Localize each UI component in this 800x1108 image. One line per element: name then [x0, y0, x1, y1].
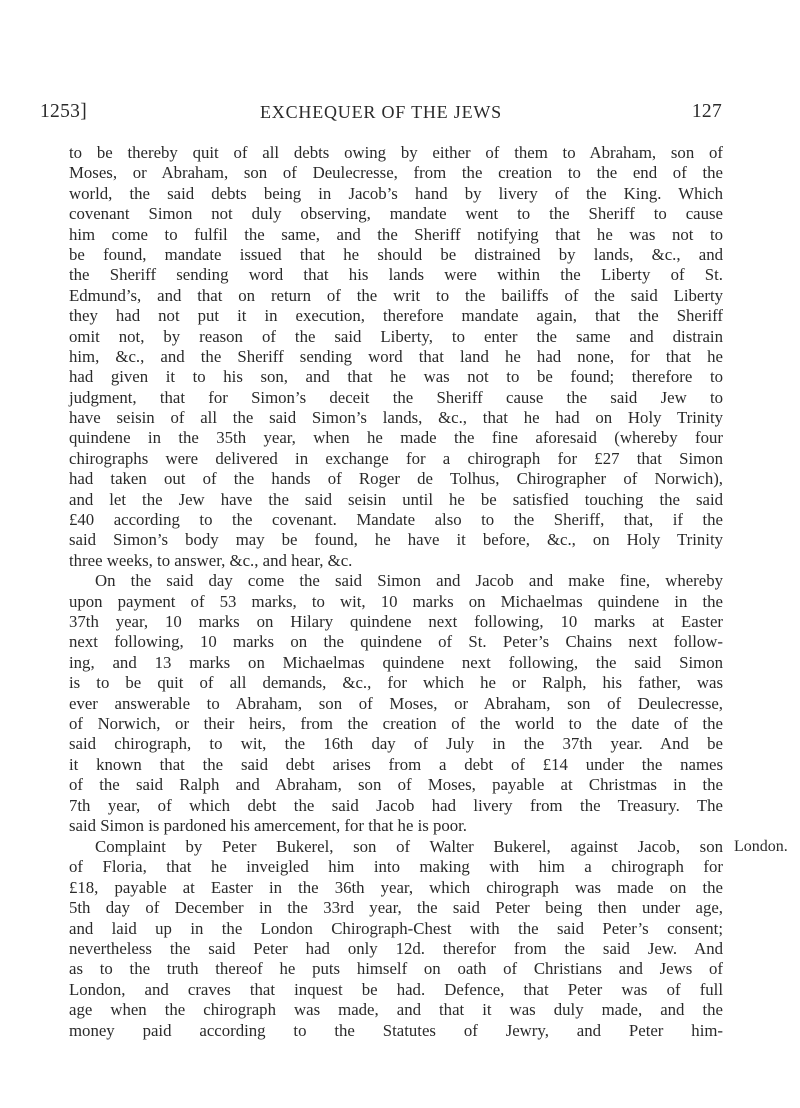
text-line: ing, and 13 marks on Michaelmas quindene next following, the said Simon [69, 652, 723, 672]
text-line: Edmund’s, and that on return of the writ to the bailiffs of the said Liberty [69, 285, 723, 305]
text-line: of Norwich, or their heirs, from the creation of the world to the date of the [69, 713, 723, 733]
paragraph-2 [69, 837, 723, 1041]
text-line: of the said Ralph and Abraham, son of Moses, payable at Christmas in the [69, 775, 723, 795]
text-line: be found, mandate issued that he should be distrained by lands, &c., and [69, 244, 723, 264]
text-line: him come to fulfil the same, and the Sheriff notifying that he was not to [69, 224, 723, 244]
text-line: On the said day come the said Simon and Jacob and make fine, whereby [95, 571, 723, 591]
text-line: upon payment of 53 marks, to wit, 10 marks on Michaelmas quindene in the [69, 591, 723, 611]
text-line: said chirograph, to wit, the 16th day of July in the 37th year. And be [69, 734, 723, 754]
text-line: nevertheless the said Peter had only 12d. therefor from the said Jew. And [69, 938, 723, 958]
text-line: it known that the said debt arises from a debt of £14 under the names [69, 754, 723, 774]
text-line: him, &c., and the Sheriff sending word that land he had none, for that he [69, 346, 723, 366]
text-line: money paid according to the Statutes of Jewry, and Peter him- [69, 1020, 723, 1040]
text-line: covenant Simon not duly observing, mandate went to the Sheriff to cause [69, 204, 723, 224]
text-line: the Sheriff sending word that his lands were within the Liberty of St. [69, 265, 723, 285]
text-line: they had not put it in execution, therefore mandate again, that the Sheriff [69, 306, 723, 326]
text-line: quindene in the 35th year, when he made the fine aforesaid (whereby four [69, 428, 723, 448]
margin-note-london: London. [734, 838, 788, 855]
header-title: EXCHEQUER OF THE JEWS [260, 102, 502, 122]
text-line: said Simon’s body may be found, he have it before, &c., on Holy Trinity [69, 530, 723, 550]
text-line: Complaint by Peter Bukerel, son of Walter Bukerel, against Jacob, son [95, 837, 723, 856]
text-line: and laid up in the London Chirograph-Chest with the said Peter’s consent; [69, 918, 723, 938]
text-line: £40 according to the covenant. Mandate also to the Sheriff, that, if the [69, 510, 723, 530]
running-header [40, 101, 722, 127]
text-line: as to the truth thereof he puts himself on oath of Christians and Jews of [69, 959, 723, 979]
text-line: 5th day of December in the 33rd year, the said Peter being then under age, [69, 898, 723, 918]
text-line: ever answerable to Abraham, son of Moses, or Abraham, son of Deulecresse, [69, 693, 723, 713]
text-line: had taken out of the hands of Roger de Tolhus, Chirographer of Norwich), [69, 469, 723, 489]
text-line: Moses, or Abraham, son of Deulecresse, from the creation to the end of the [69, 163, 723, 183]
text-line: and let the Jew have the said seisin until he be satisfied touching the said [69, 489, 723, 509]
text-line: 7th year, of which debt the said Jacob had livery from the Treasury. The [69, 795, 723, 815]
page-number: 127 [691, 101, 722, 122]
text-line: three weeks, to answer, &c., and hear, &c. [69, 550, 353, 570]
text-line: next following, 10 marks on the quindene of St. Peter’s Chains next follow- [69, 632, 723, 652]
text-line: world, the said debts being in Jacob’s hand by livery of the King. Which [69, 183, 723, 203]
paragraph-1 [69, 143, 723, 836]
header-year: 1253] [40, 101, 87, 122]
text-line: said Simon is pardoned his amercement, for that he is poor. [69, 815, 468, 835]
text-line: omit not, by reason of the said Liberty, to enter the same and distrain [69, 326, 723, 346]
text-line: London, and craves that inquest be had. Defence, that Peter was of full [69, 979, 723, 999]
text-line: to be thereby quit of all debts owing by either of them to Abraham, son of [69, 143, 723, 162]
text-line: have seisin of all the said Simon’s lands, &c., that he had on Holy Trinity [69, 408, 723, 428]
text-line: is to be quit of all demands, &c., for which he or Ralph, his father, was [69, 673, 723, 693]
text-line: chirographs were delivered in exchange for a chirograph for £27 that Simon [69, 448, 723, 468]
text-line: judgment, that for Simon’s deceit the Sheriff cause the said Jew to [69, 387, 723, 407]
text-line: £18, payable at Easter in the 36th year, which chirograph was made on the [69, 877, 723, 897]
text-line: had given it to his son, and that he was not to be found; therefore to [69, 367, 723, 387]
text-line: of Floria, that he inveigled him into making with him a chirograph for [69, 857, 723, 877]
text-line: 37th year, 10 marks on Hilary quindene next following, 10 marks at Easter [69, 611, 723, 631]
text-line: age when the chirograph was made, and that it was duly made, and the [69, 1000, 723, 1020]
